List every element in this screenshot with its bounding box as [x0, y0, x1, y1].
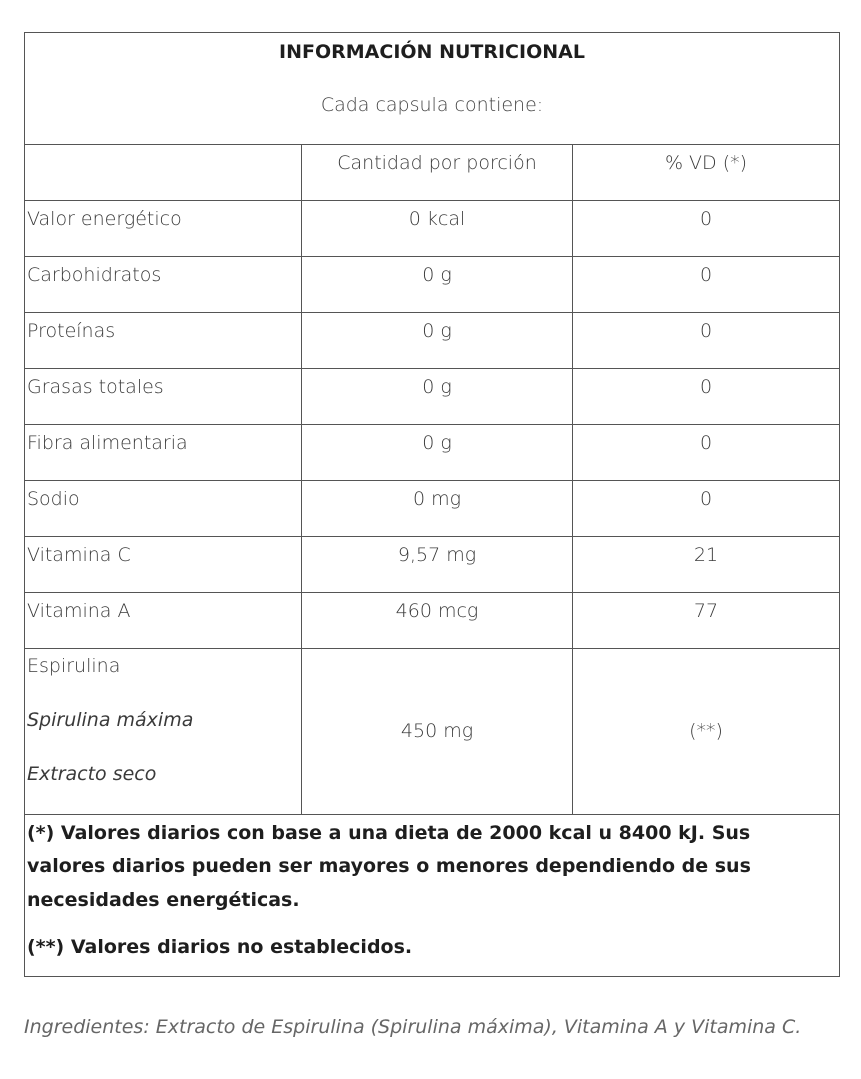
- footnote-daily-values: (*) Valores diarios con base a una dieta de 2000 kcal u 8400 kJ. Sus valores diarios pueden ser mayores o menores dependiendo de sus necesidades energéticas.: [27, 822, 751, 911]
- nutrient-vd: 77: [573, 593, 840, 649]
- spirulina-amount: 450 mg: [302, 649, 573, 815]
- footnote-cell: [25, 815, 840, 977]
- table-row: [25, 369, 840, 425]
- footnote-row: [25, 815, 840, 977]
- column-header-nutrient: [25, 145, 302, 201]
- nutrient-amount: 9,57 mg: [302, 537, 573, 593]
- nutrient-vd: 21: [573, 537, 840, 593]
- nutrient-amount: 0 kcal: [302, 201, 573, 257]
- table-title: INFORMACIÓN NUTRICIONAL: [279, 41, 585, 63]
- nutrient-vd: 0: [573, 201, 840, 257]
- table-row: [25, 257, 840, 313]
- spirulina-name: Espirulina: [27, 655, 121, 677]
- column-header-row: [25, 145, 840, 201]
- nutrient-name: Fibra alimentaria: [25, 425, 302, 481]
- table-row: [25, 313, 840, 369]
- nutrient-name: Vitamina C: [25, 537, 302, 593]
- nutrient-name: Carbohidratos: [25, 257, 302, 313]
- table-header: [25, 33, 840, 145]
- nutrient-name: Proteínas: [25, 313, 302, 369]
- table-row: [25, 201, 840, 257]
- column-header-amount: Cantidad por porción: [302, 145, 573, 201]
- nutrient-name: Grasas totales: [25, 369, 302, 425]
- table-row: [25, 537, 840, 593]
- nutrient-vd: 0: [573, 257, 840, 313]
- table-row: [25, 481, 840, 537]
- spirulina-vd: (**): [573, 649, 840, 815]
- nutrient-vd: 0: [573, 369, 840, 425]
- table-subtitle: Cada capsula contiene:: [320, 93, 544, 116]
- nutrient-amount: 460 mcg: [302, 593, 573, 649]
- nutrient-name: Valor energético: [25, 201, 302, 257]
- spirulina-form: Extracto seco: [27, 763, 157, 785]
- spirulina-row: [25, 649, 840, 815]
- nutrient-name: Vitamina A: [25, 593, 302, 649]
- footnote-not-established: (**) Valores diarios no establecidos.: [27, 935, 413, 958]
- table-row: [25, 593, 840, 649]
- nutrient-vd: 0: [573, 481, 840, 537]
- table-row: [25, 425, 840, 481]
- nutrient-vd: 0: [573, 313, 840, 369]
- nutrient-amount: 0 g: [302, 369, 573, 425]
- ingredients-text: Ingredientes: Extracto de Espirulina (Spirulina máxima), Vitamina A y Vitamina C.: [24, 1016, 802, 1038]
- nutrient-amount: 0 mg: [302, 481, 573, 537]
- nutrient-vd: 0: [573, 425, 840, 481]
- nutrient-amount: 0 g: [302, 257, 573, 313]
- nutrient-amount: 0 g: [302, 425, 573, 481]
- spirulina-name-cell: [25, 649, 302, 815]
- nutrition-table: [24, 32, 840, 977]
- nutrient-amount: 0 g: [302, 313, 573, 369]
- nutrient-name: Sodio: [25, 481, 302, 537]
- column-header-vd: % VD (*): [573, 145, 840, 201]
- spirulina-species: Spirulina máxima: [27, 709, 194, 731]
